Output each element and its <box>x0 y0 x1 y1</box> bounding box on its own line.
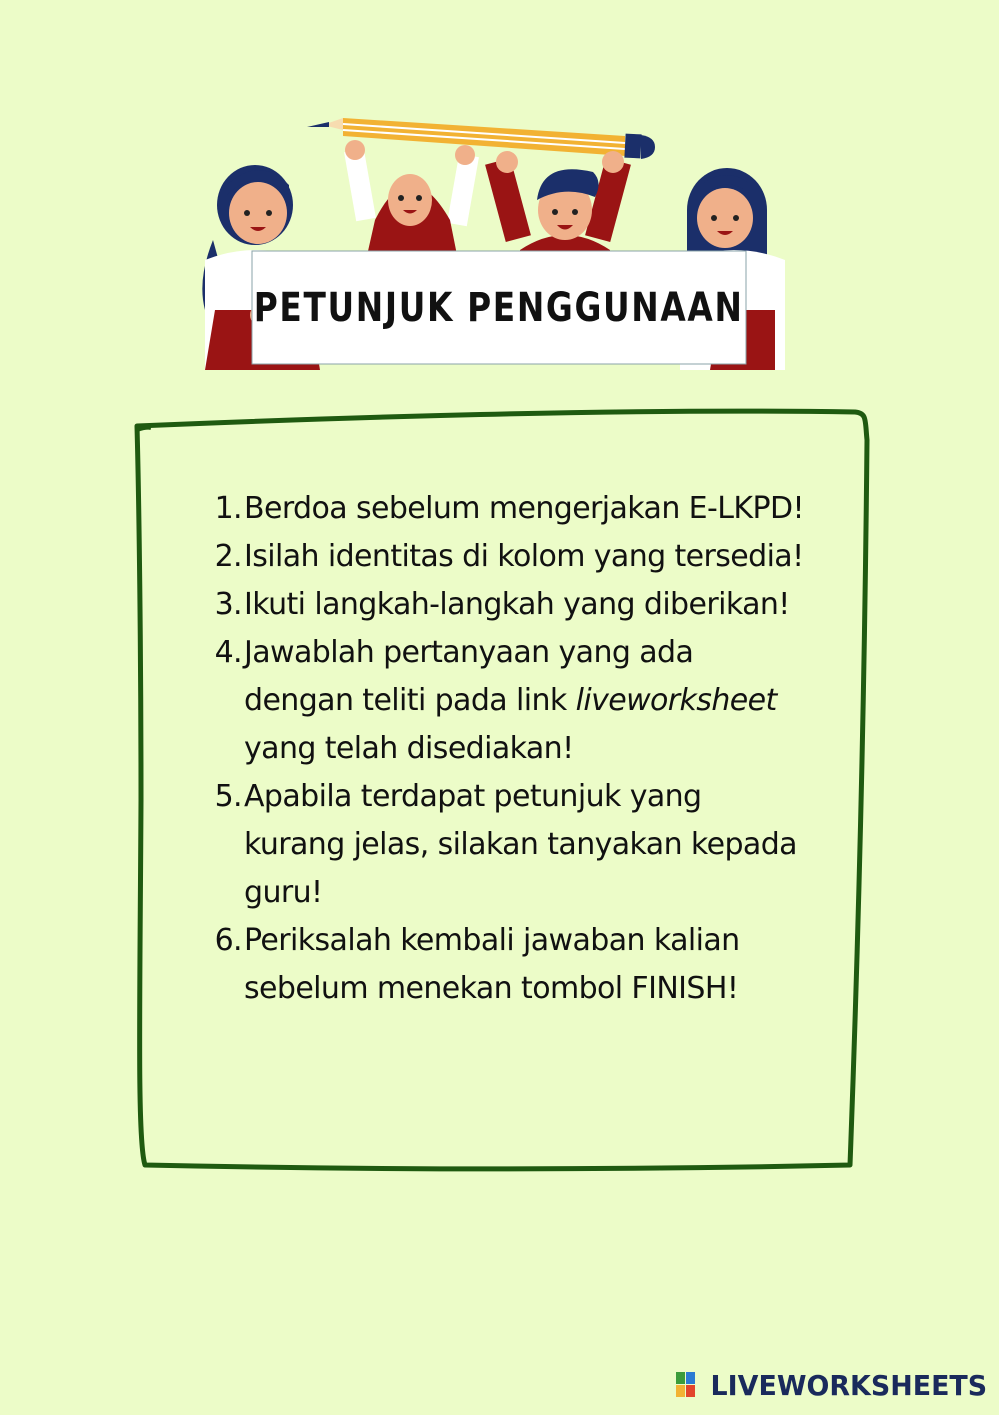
item-text: Isilah identitas di kolom yang tersedia! <box>244 539 804 574</box>
page-title: PETUNJUK PENGGUNAAN <box>254 284 744 331</box>
item-number: 1. <box>214 491 242 526</box>
liveworksheets-brand <box>676 1365 987 1405</box>
item-number: 3. <box>214 587 242 622</box>
item-number: 2. <box>214 539 242 574</box>
item-text: Apabila terdapat petunjuk yang kurang jelas, silakan tanyakan kepada guru! <box>244 779 797 910</box>
list-item <box>200 533 840 581</box>
instructions-list <box>200 485 840 1013</box>
list-item <box>200 629 840 773</box>
item-text-after: yang telah disediakan! <box>244 731 574 766</box>
item-text-before: Jawablah pertanyaan yang ada dengan teliti pada link <box>244 635 694 718</box>
list-item <box>200 917 840 1013</box>
student-hijab <box>344 140 479 260</box>
item-text: Ikuti langkah-langkah yang diberikan! <box>244 587 790 622</box>
item-number: 4. <box>214 635 242 670</box>
liveworksheets-logo-icon <box>676 1372 696 1398</box>
list-item <box>200 773 840 917</box>
brand-name: LIVEWORKSHEETS <box>710 1368 987 1402</box>
item-number: 6. <box>214 923 242 958</box>
title-banner <box>252 251 746 364</box>
item-text: Periksalah kembali jawaban kalian sebelum menekan tombol FINISH! <box>244 923 740 1006</box>
item-text-italic: liveworksheet <box>575 683 777 718</box>
item-number: 5. <box>214 779 242 814</box>
list-item <box>200 581 840 629</box>
item-text: Berdoa sebelum mengerjakan E-LKPD! <box>244 491 804 526</box>
item-text <box>242 629 840 773</box>
student-boy <box>485 151 631 260</box>
list-item <box>200 485 840 533</box>
